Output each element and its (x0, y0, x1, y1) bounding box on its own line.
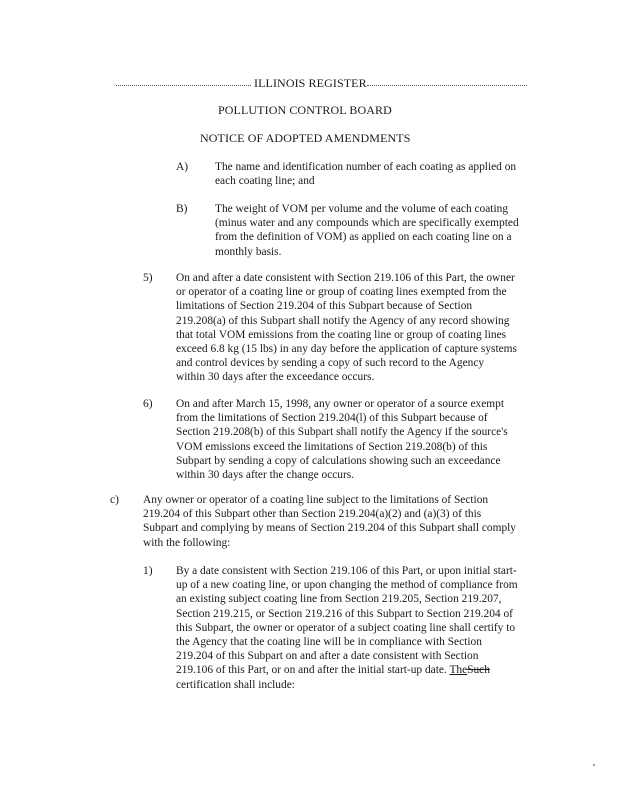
item-label-a: A) (176, 161, 189, 173)
header-rule-left (116, 85, 251, 86)
header-rule-right (367, 85, 527, 86)
board-title: POLLUTION CONTROL BOARD (218, 103, 392, 117)
item-5-text: On and after a date consistent with Section 219.106 of this Part, the owner or operator of a coating line or group of coating lines exempted from the limitations of Section 219.204 of this Subpart because of Section 219.208(a) of this Subpart shall notify the Agency of any record showing that total VOM emissions from the coating line or group of coating lines exceed 6.8 kg (15 lbs) in any day before the application of capture systems and control devices by sending a copy of such record to the Agency within 30 days after the exceedance occurs. (176, 272, 517, 384)
item-a-text: The name and identification number of each coating as applied on each coating line; and (215, 161, 517, 188)
item-label-5: 5) (143, 272, 153, 284)
notice-title: NOTICE OF ADOPTED AMENDMENTS (200, 131, 411, 145)
item-1-last-line: 219.106 of this Part, or on and after the initial start-up date. TheSuch (176, 664, 490, 677)
item-1-text: By a date consistent with Section 219.106 of this Part, or upon initial start- up of a new coating line, or upon changing the method of compliance from an existing subject coating line from Section 219.205, Section 219.207, Section 219.215, or Section 219.216 of this Subpart to Section 219.204 of this Subpart, the owner or operator of a subject coating line shall certify to the Agency that the coating line will be in compliance with Section 219.204 of this Subpart on and after a date consistent with Section 219.106 of this Part, or on and after the initial start-up date. TheSuch certification shall include: (176, 565, 518, 691)
item-6-text: On and after March 15, 1998, any owner or operator of a source exempt from the limitations of Section 219.204(l) of this Subpart because of Section 219.208(b) of this Subpart shall notify the Agency if the source's VOM emissions exceed the limitations of Section 219.208(b) of this Subpart by sending a copy of calculations showing such an exceedance within 30 days after the change occurs. (176, 398, 508, 482)
item-label-6: 6) (143, 398, 153, 410)
item-1-tail: certification shall include: (176, 678, 295, 691)
inserted-text: The (449, 664, 468, 677)
register-title: ILLINOIS REGISTER (254, 76, 367, 90)
deleted-text: Such (467, 664, 490, 677)
item-b-text: The weight of VOM per volume and the volume of each coating (minus water and any compounds which are specifically exempted from the definition of VOM) as applied on each coating line on a monthly basis. (215, 203, 519, 258)
item-label-b: B) (176, 203, 188, 215)
item-label-c: c) (110, 494, 119, 506)
item-label-1: 1) (143, 565, 153, 577)
item-c-text: Any owner or operator of a coating line subject to the limitations of Section 219.204 of this Subpart other than Section 219.204(a)(2) and (a)(3) of this Subpart and complying by means of Section 219.204 of this Subpart shall comply with the following: (143, 494, 516, 549)
scan-speck (593, 764, 595, 766)
